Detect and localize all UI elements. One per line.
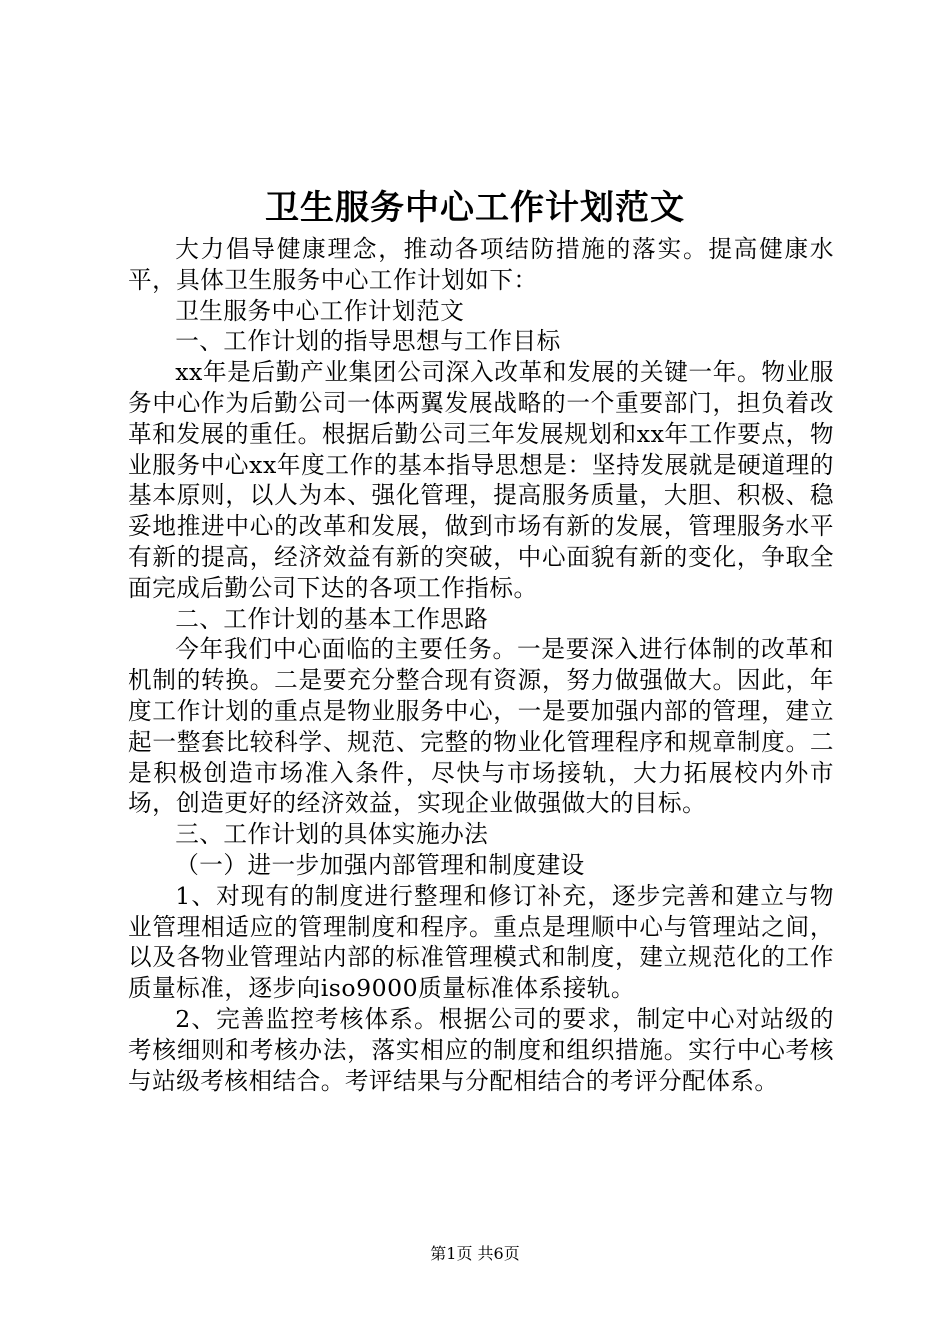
subsection-heading-1: （一）进一步加强内部管理和制度建设	[175, 850, 585, 879]
section-heading-2: 二、工作计划的基本工作思路	[175, 604, 489, 633]
paragraph-subtitle: 卫生服务中心工作计划范文	[175, 296, 465, 325]
document-title: 卫生服务中心工作计划范文	[265, 188, 685, 228]
paragraph-item-1: 1、对现有的制度进行整理和修订补充，逐步完善和建立与物业管理相适应的管理制度和程序。重点是理顺中心与管理站之间，以及各物业管理站内部的标准管理模式和制度，建立规范化的工作质量标准，逐步向iso9000质量标准体系接轨。	[128, 881, 834, 1003]
page-number-label: 第1页 共6页	[430, 1244, 520, 1263]
paragraph-item-2: 2、完善监控考核体系。根据公司的要求，制定中心对站级的考核细则和考核办法，落实相应的制度和组织措施。实行中心考核与站级考核相结合。考评结果与分配相结合的考评分配体系。	[128, 1004, 834, 1095]
section-heading-3: 三、工作计划的具体实施办法	[175, 820, 489, 849]
paragraph-section-2: 今年我们中心面临的主要任务。一是要深入进行体制的改革和机制的转换。二是要充分整合现有资源，努力做强做大。因此，年度工作计划的重点是物业服务中心，一是要加强内部的管理，建立起一整套比较科学、规范、完整的物业化管理程序和规章制度。二是积极创造市场准入条件，尽快与市场接轨，大力拓展校内外市场，创造更好的经济效益，实现企业做强做大的目标。	[128, 635, 834, 818]
paragraph-intro: 大力倡导健康理念，推动各项结防措施的落实。提高健康水平，具体卫生服务中心工作计划如下：	[128, 235, 834, 294]
document-body	[128, 234, 834, 1096]
page-footer	[0, 1243, 950, 1265]
section-heading-1: 一、工作计划的指导思想与工作目标	[175, 327, 561, 356]
paragraph-section-1: xx年是后勤产业集团公司深入改革和发展的关键一年。物业服务中心作为后勤公司一体两翼发展战略的一个重要部门，担负着改革和发展的重任。根据后勤公司三年发展规划和xx年工作要点，物业服务中心xx年度工作的基本指导思想是：坚持发展就是硬道理的基本原则，以人为本、强化管理，提高服务质量，大胆、积极、稳妥地推进中心的改革和发展，做到市场有新的发展，管理服务水平有新的提高，经济效益有新的突破，中心面貌有新的变化，争取全面完成后勤公司下达的各项工作指标。	[128, 358, 834, 602]
